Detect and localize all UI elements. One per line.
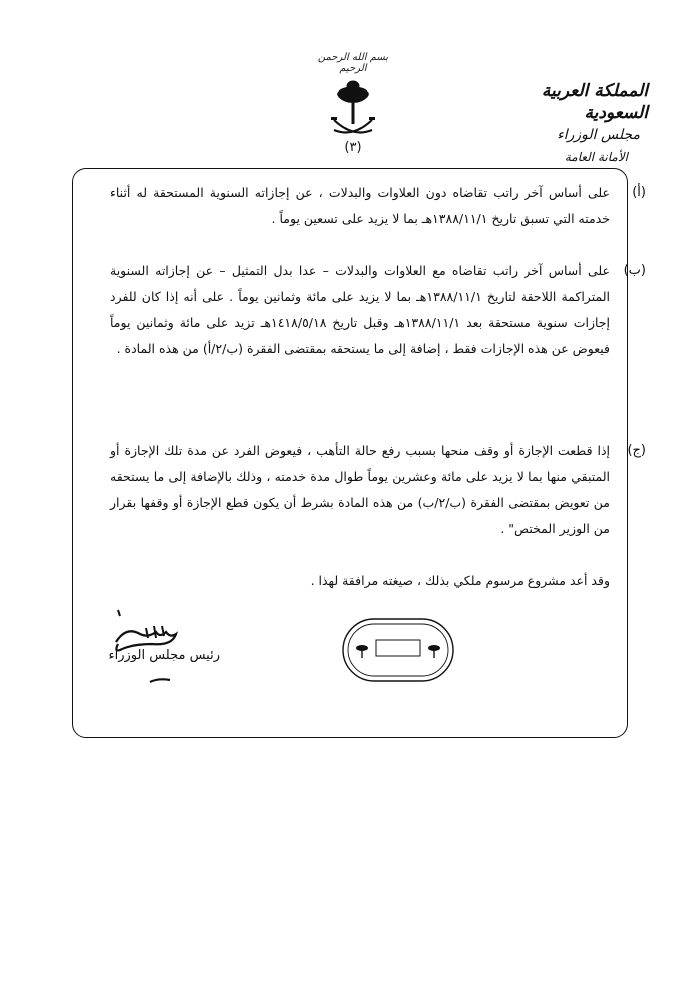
letterhead [498, 80, 648, 168]
signature-title: رئيس مجلس الوزراء [108, 648, 220, 663]
closing-line: وقد أعد مشروع مرسوم ملكي بذلك ، صيغته مرافقة لهذا . [310, 573, 610, 588]
letterhead-kingdom: المملكة العربية السعودية [541, 81, 648, 123]
para-a-text: على أساس آخر راتب تقاضاه دون العلاوات والبدلات ، عن إجازاته السنوية المستحقة له أثناء خدمته التي تسبق تاريخ ١٣٨٨/١١/١هـ بما لا يزيد على تسعين يوماً . [110, 185, 610, 226]
letterhead-secretariat: الأمانة العامة [564, 150, 628, 164]
official-copy-stamp-icon [342, 618, 454, 682]
para-c-text: إذا قطعت الإجازة أو وقف منحها بسبب رفع حالة التأهب ، فيعوض الفرد عن مدة تلك الإجازة أو المتبقي منها بما لا يزيد على مائة وعشرين يوماً طوال مدة خدمته ، وذلك بالإضافة إلى ما يستحقه من تعويض بمقتضى الفقرة (ب/٢/ب) من هذه المادة بشرط أن يكون قطع الإجازة أو وقفها بقرار من الوزير المختص" . [110, 443, 610, 536]
letterhead-council: مجلس الوزراء [557, 127, 640, 143]
saudi-emblem-icon [328, 80, 378, 142]
para-a-marker: (أ) [632, 185, 646, 200]
para-c-marker: (ج) [627, 443, 646, 458]
basmala-header: بسم الله الرحمن الرحيم [317, 52, 389, 74]
para-b-marker: (ب) [623, 263, 646, 278]
para-b-text: على أساس آخر راتب تقاضاه مع العلاوات والبدلات – عدا بدل التمثيل – عن إجازاته السنوية المتراكمة اللاحقة لتاريخ ١٣٨٨/١١/١هـ بما لا يزيد على مائة وثمانين يوماً . على أنه إذا كان للفرد إجازات سنوية مستحقة بعد ١٣٨٨/١١/١هـ وقبل تاريخ ١٤١٨/٥/١٨هـ تزيد على مائة وثمانين يوماً فيعوض عن هذه الإجازات فقط ، إضافة إلى ما يستحقه بمقتضى الفقرة (ب/٢/أ) من هذه المادة . [110, 263, 610, 356]
page-number: (٣) [344, 140, 362, 155]
